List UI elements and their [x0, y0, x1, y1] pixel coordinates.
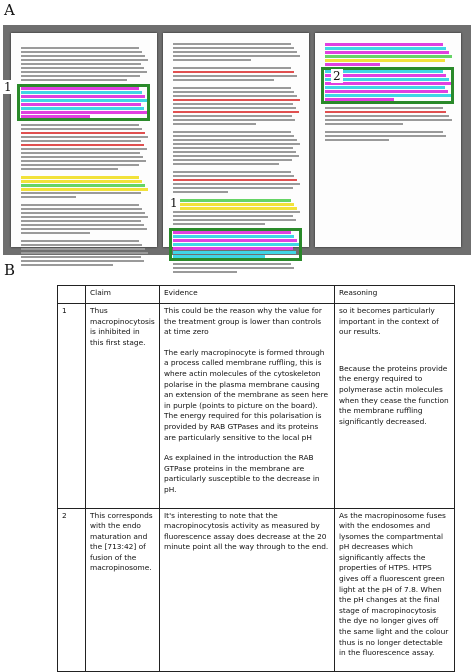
highlighted-line	[173, 203, 294, 206]
text-line	[325, 135, 446, 137]
text-line	[21, 128, 142, 130]
text-line	[21, 160, 146, 162]
text-line	[21, 75, 140, 77]
header-claim: Claim	[86, 286, 160, 304]
evidence-cell	[160, 304, 335, 509]
text-line	[21, 256, 141, 258]
highlighted-line	[21, 184, 145, 187]
highlighted-line	[173, 207, 297, 210]
reasoning-paragraph: As the macropinosome fuses with the endosomes and lysomes the compartmental pH decreases which significantly affects the properties of HTPS. HTPS gives off a fluorescent green light at the pH of 7.8. When the pH changes at the final stage of macropinocytosis the dye no longer gives off the same light and the colour thus is no longer detectable in the fluorescence assay.	[339, 510, 449, 658]
text-line	[173, 175, 294, 177]
text-line	[21, 260, 144, 262]
text-line	[21, 136, 148, 138]
text-line	[173, 95, 297, 97]
text-line	[21, 152, 140, 154]
text-line	[21, 208, 142, 210]
highlighted-line	[21, 180, 142, 183]
text-line	[173, 191, 228, 193]
text-line	[21, 55, 145, 57]
row-number: 2	[58, 508, 86, 671]
text-line	[325, 107, 443, 109]
table-header-row	[58, 286, 455, 304]
text-line	[173, 51, 297, 53]
text-line	[173, 59, 251, 61]
text-line	[21, 196, 76, 198]
text-line	[21, 252, 148, 254]
highlighted-line	[325, 111, 446, 113]
evidence-paragraph: It's interesting to note that the macropinocytosis activity as measured by fluorescence assay does decrease at the 20 minute point all the way through to the end.	[164, 510, 329, 552]
highlighted-line	[325, 63, 380, 66]
reasoning-paragraph: Because the proteins provide the energy required to polymerase actin molecules when they cease the function the membrane ruffling significantly decreased.	[339, 363, 449, 426]
table-row	[58, 304, 455, 509]
highlight-box	[169, 228, 302, 261]
text-line	[173, 107, 296, 109]
text-line	[173, 151, 296, 153]
text-line	[21, 124, 139, 126]
text-line	[21, 216, 148, 218]
text-line	[173, 215, 293, 217]
text-line	[173, 159, 292, 161]
callout-number: 2	[333, 69, 341, 83]
text-line	[173, 147, 293, 149]
text-line	[21, 140, 141, 142]
header-reasoning: Reasoning	[335, 286, 455, 304]
text-line	[173, 67, 291, 69]
highlighted-line	[21, 132, 145, 134]
document-pages-strip	[3, 25, 471, 255]
highlighted-line	[325, 55, 452, 58]
evidence-cell	[160, 508, 335, 671]
text-line	[173, 139, 297, 141]
evidence-paragraph: As explained in the introduction the RAB GTPase proteins in the membrane are particularly susceptible to the decrease in pH.	[164, 453, 320, 494]
text-line	[21, 212, 145, 214]
highlighted-line	[173, 99, 300, 101]
highlighted-line	[325, 59, 445, 62]
text-line	[325, 131, 443, 133]
text-line	[21, 164, 139, 166]
text-line	[173, 47, 294, 49]
highlighted-line	[325, 51, 449, 54]
text-line	[21, 59, 148, 61]
text-line	[173, 135, 294, 137]
callout-number: 1	[170, 196, 178, 210]
highlighted-line	[21, 188, 148, 191]
highlighted-line	[173, 111, 299, 113]
text-line	[173, 163, 279, 165]
text-line	[21, 264, 113, 266]
claim-cell: Thus macropinocytosis is inhibited in this first stage.	[86, 304, 160, 509]
highlight-box	[17, 84, 150, 121]
text-line	[173, 79, 274, 81]
reasoning-cell	[335, 508, 455, 671]
text-line	[21, 67, 144, 69]
highlighted-line	[21, 176, 139, 179]
evidence-paragraph: This could be the reason why the value for the treatment group is lower than controls at time zero	[164, 306, 322, 337]
table-row	[58, 508, 455, 671]
text-line	[173, 183, 300, 185]
text-line	[173, 263, 291, 265]
row-number: 1	[58, 304, 86, 509]
text-line	[173, 171, 291, 173]
text-line	[173, 123, 256, 125]
text-line	[173, 75, 297, 77]
text-line	[325, 119, 452, 121]
text-line	[21, 47, 139, 49]
highlighted-line	[173, 71, 294, 73]
text-line	[21, 79, 127, 81]
text-line	[173, 223, 265, 225]
text-line	[173, 131, 291, 133]
text-line	[173, 87, 291, 89]
highlighted-line	[325, 47, 446, 50]
panel-label-a: A	[4, 1, 15, 19]
callout-number: 1	[4, 80, 12, 94]
text-line	[173, 271, 237, 273]
text-line	[21, 63, 141, 65]
panel-label-b: B	[4, 261, 16, 279]
text-line	[173, 219, 296, 221]
document-page-2	[163, 33, 309, 247]
claim-cell: This corresponds with the endo maturation and the [713:42] of fusion of the macropinosome.	[86, 508, 160, 671]
text-line	[173, 115, 292, 117]
text-line	[21, 228, 147, 230]
highlighted-line	[173, 179, 297, 181]
text-line	[173, 143, 300, 145]
text-line	[173, 91, 294, 93]
text-line	[325, 139, 389, 141]
text-line	[173, 103, 293, 105]
text-line	[173, 211, 300, 213]
text-line	[173, 155, 299, 157]
text-line	[21, 204, 139, 206]
text-line	[21, 156, 143, 158]
text-line	[173, 119, 295, 121]
text-line	[21, 232, 90, 234]
text-line	[21, 51, 142, 53]
header-evidence: Evidence	[160, 286, 335, 304]
text-line	[21, 192, 141, 194]
text-line	[21, 244, 142, 246]
claim-evidence-reasoning-table	[57, 285, 455, 672]
highlighted-line	[325, 43, 443, 46]
highlighted-line	[21, 144, 144, 146]
highlighted-line	[173, 199, 291, 202]
document-page-1	[11, 33, 157, 247]
text-line	[173, 43, 291, 45]
text-line	[173, 55, 300, 57]
text-line	[21, 148, 147, 150]
text-line	[21, 248, 145, 250]
text-line	[325, 115, 449, 117]
text-line	[325, 123, 403, 125]
text-line	[21, 240, 139, 242]
text-line	[21, 224, 144, 226]
text-line	[21, 220, 141, 222]
reasoning-cell	[335, 304, 455, 509]
text-line	[173, 267, 294, 269]
evidence-paragraph: The early macropinocyte is formed through a process called membrane ruffling, this is where actin molecules of the cytoskeleton polarise in the plasma membrane causing an extension of the membrane as seen here in purple (points to picture on the board). The energy required for this polarisation is provided by RAB GTPases and its proteins are particularly sensitive to the local pH	[164, 347, 329, 442]
text-line	[173, 187, 293, 189]
reasoning-paragraph: so it becomes particularly important in the context of our results.	[339, 306, 439, 337]
text-line	[21, 71, 147, 73]
text-line	[21, 168, 118, 170]
header-number	[58, 286, 86, 304]
document-page-3	[315, 33, 461, 247]
